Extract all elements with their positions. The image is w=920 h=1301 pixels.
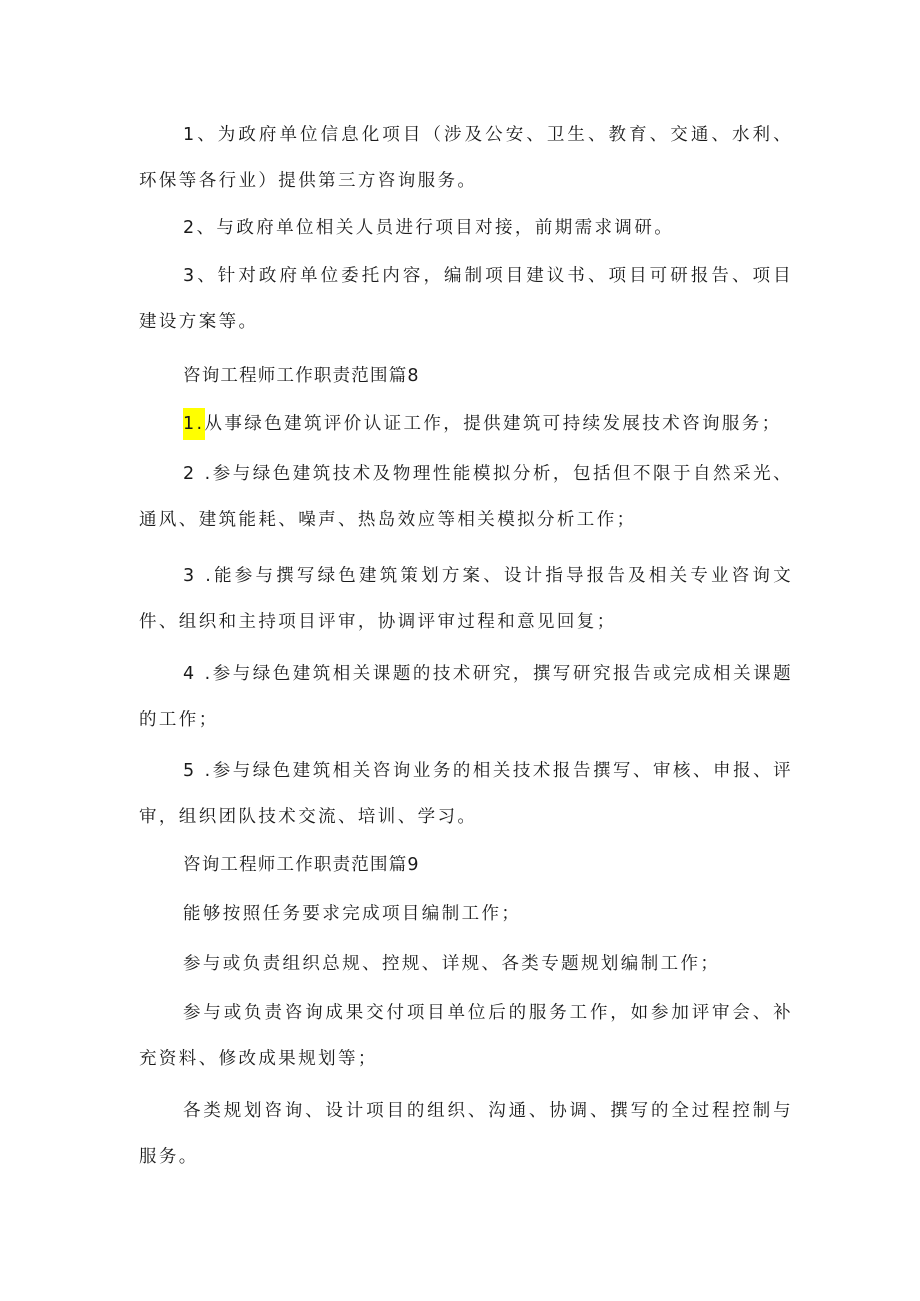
section-heading-8: 咨询工程师工作职责范围篇8 — [183, 366, 420, 386]
paragraph-6: 3 .能参与撰写绿色建筑策划方案、设计指导报告及相关专业咨询文件、组织和主持项目评审，协调评审过程和意见回复； — [139, 566, 793, 632]
paragraph-7: 4 .参与绿色建筑相关课题的技术研究，撰写研究报告或完成相关课题的工作； — [139, 664, 793, 730]
paragraph-8: 5 .参与绿色建筑相关咨询业务的相关技术报告撰写、审核、申报、评审，组织团队技术交流、培训、学习。 — [139, 761, 793, 827]
paragraph-2: 2、与政府单位相关人员进行项目对接，前期需求调研。 — [183, 218, 675, 238]
paragraph-12: 各类规划咨询、设计项目的组织、沟通、协调、撰写的全过程控制与服务。 — [139, 1101, 793, 1167]
paragraph-4-text: 从事绿色建筑评价认证工作，提供建筑可持续发展技术咨询服务； — [204, 414, 782, 434]
paragraph-9: 能够按照任务要求完成项目编制工作； — [183, 904, 522, 924]
paragraph-5: 2 .参与绿色建筑技术及物理性能模拟分析，包括但不限于自然采光、通风、建筑能耗、噪声、热岛效应等相关模拟分析工作； — [139, 464, 793, 530]
paragraph-4 — [139, 401, 793, 447]
paragraph-1: 1、为政府单位信息化项目（涉及公安、卫生、教育、交通、水利、环保等各行业）提供第三方咨询服务。 — [139, 125, 793, 191]
paragraph-11: 参与或负责咨询成果交付项目单位后的服务工作，如参加评审会、补充资料、修改成果规划等； — [139, 1003, 793, 1069]
paragraph-3: 3、针对政府单位委托内容，编制项目建议书、项目可研报告、项目建设方案等。 — [139, 266, 793, 332]
highlighted-number: 1. — [183, 408, 205, 440]
section-heading-9: 咨询工程师工作职责范围篇9 — [183, 855, 420, 875]
paragraph-10: 参与或负责组织总规、控规、详规、各类专题规划编制工作； — [183, 954, 721, 974]
